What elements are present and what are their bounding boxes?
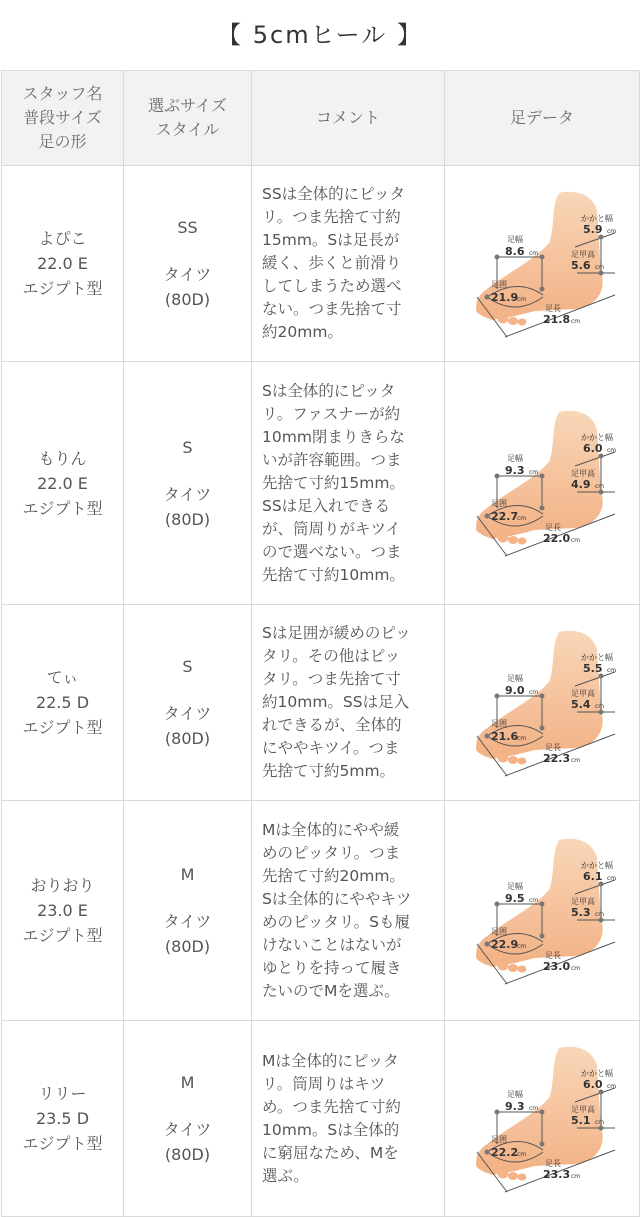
comment-line: れできるが、全体的: [262, 716, 402, 734]
staff-cell: [2, 362, 124, 605]
unit-heel-width: cm: [607, 447, 617, 454]
style-name: タイツ: [163, 265, 212, 284]
table-row: [2, 362, 640, 605]
value-width: 8.6: [505, 244, 525, 258]
usual-size: 22.0 E: [37, 254, 88, 273]
comment-line: してしまうため選べ: [262, 277, 402, 295]
header-staff-name: スタッフ名: [22, 84, 103, 103]
unit-width: cm: [529, 249, 539, 257]
comment-line: めのピッタリ。Sも履: [262, 912, 410, 931]
label-girth: 足囲: [491, 279, 507, 289]
unit-width: cm: [529, 688, 539, 696]
comment-line: Sは全体的にややキツ: [262, 889, 412, 908]
label-length: 足長: [545, 950, 561, 960]
comment-line: いが許容範囲。つま: [262, 450, 402, 469]
unit-instep-height: cm: [595, 1118, 605, 1126]
style-name: タイツ: [163, 912, 212, 931]
comment-line: 緩く、歩くと前滑り: [262, 254, 402, 272]
unit-heel-width: cm: [607, 666, 617, 674]
label-width: 足幅: [507, 881, 523, 891]
unit-instep-height: cm: [595, 263, 605, 271]
choose-cell: [124, 362, 252, 605]
label-length: 足長: [545, 742, 561, 752]
comment-line: けないことはないが: [262, 935, 402, 954]
label-instep-height: 足甲高: [571, 249, 595, 259]
comment-line: ない。つま先捨て寸: [262, 300, 402, 318]
unit-instep-height: cm: [595, 702, 605, 710]
chosen-size: SS: [177, 218, 198, 237]
foot-shape: エジプト型: [22, 279, 103, 298]
value-length: 22.0: [543, 532, 571, 545]
header-style: スタイル: [155, 120, 220, 139]
unit-length: cm: [571, 537, 581, 544]
unit-length: cm: [571, 1172, 581, 1180]
unit-length: cm: [571, 964, 581, 972]
foot-diagram: [447, 177, 637, 347]
comment-cell: [252, 166, 445, 362]
comment-line: Mは全体的にやや緩: [262, 820, 400, 839]
choose-cell: [124, 166, 252, 362]
foot-diagram: [447, 616, 637, 786]
label-length: 足長: [545, 303, 561, 313]
comment-cell: [252, 1021, 445, 1217]
comment-line: が、筒周りがキツイ: [262, 519, 401, 538]
header-foot-shape: 足の形: [38, 132, 87, 151]
value-instep-height: 5.4: [571, 697, 591, 711]
foot-diagram: [447, 1032, 637, 1202]
usual-size: 23.5 D: [35, 1109, 90, 1128]
unit-instep-height: cm: [595, 910, 605, 918]
comment-line: め。つま先捨て寸約: [262, 1097, 401, 1116]
comment-cell: [252, 801, 445, 1021]
value-heel-width: 5.5: [583, 661, 603, 675]
label-width: 足幅: [507, 673, 523, 683]
comment-line: タリ。つま先捨て寸: [262, 670, 401, 688]
comment-line: リ。つま先捨て寸約: [262, 208, 401, 226]
unit-length: cm: [571, 317, 581, 325]
label-width: 足幅: [507, 234, 523, 244]
staff-cell: [2, 166, 124, 362]
value-length: 21.8: [543, 312, 571, 326]
header-staff: [2, 71, 124, 166]
style-denier: (80D): [164, 729, 211, 748]
comment-line: タリ。その他はピッ: [262, 647, 401, 665]
value-heel-width: 5.9: [583, 222, 603, 236]
comment-line: 約20mm。: [262, 323, 343, 341]
label-instep-height: 足甲高: [571, 469, 595, 478]
foot-shape: エジプト型: [22, 1134, 103, 1153]
style-denier: (80D): [164, 1145, 211, 1164]
choose-cell: [124, 801, 252, 1021]
staff-cell: [2, 1021, 124, 1217]
value-width: 9.3: [505, 464, 525, 477]
label-length: 足長: [545, 1158, 561, 1168]
value-instep-height: 5.1: [571, 1113, 591, 1127]
staff-name: リリー: [38, 1084, 87, 1103]
comment-line: 選ぶ。: [262, 1166, 309, 1185]
comment-line: 先捨て寸約5mm。: [262, 762, 396, 780]
foot-shape: エジプト型: [22, 926, 103, 945]
unit-girth: cm: [517, 515, 527, 522]
value-girth: 21.9: [491, 290, 519, 304]
unit-instep-height: cm: [595, 483, 605, 490]
value-heel-width: 6.0: [583, 1077, 603, 1091]
value-girth: 22.2: [491, 1145, 519, 1159]
choose-cell: [124, 1021, 252, 1217]
chosen-size: S: [182, 657, 193, 676]
unit-width: cm: [529, 1104, 539, 1112]
staff-name: もりん: [38, 448, 87, 468]
unit-heel-width: cm: [607, 227, 617, 235]
unit-girth: cm: [517, 942, 527, 950]
comment-cell: [252, 362, 445, 605]
label-heel-width: かかと幅: [581, 213, 613, 223]
header-foot-data: 足データ: [445, 71, 640, 166]
label-girth: 足囲: [491, 926, 507, 936]
label-length: 足長: [545, 523, 561, 532]
comment-line: たいのでMを選ぶ。: [262, 981, 400, 1000]
comment-line: Sは全体的にピッタ: [262, 381, 396, 400]
comment-line: 先捨て寸約10mm。: [262, 565, 405, 584]
staff-cell: [2, 801, 124, 1021]
usual-size: 22.5 D: [35, 693, 90, 712]
style-name: タイツ: [163, 484, 212, 504]
label-instep-height: 足甲高: [571, 688, 595, 698]
usual-size: 23.0 E: [37, 901, 88, 920]
unit-length: cm: [571, 756, 581, 764]
value-width: 9.0: [505, 683, 525, 697]
style-denier: (80D): [164, 290, 211, 309]
value-heel-width: 6.1: [583, 869, 603, 883]
comment-line: SSは足入れできる: [262, 496, 391, 515]
table-row: [2, 1021, 640, 1217]
label-instep-height: 足甲高: [571, 1104, 595, 1114]
foot-data-cell: [445, 362, 640, 605]
table-header-row: [2, 71, 640, 166]
size-table: [1, 70, 640, 1217]
label-girth: 足囲: [491, 499, 507, 508]
comment-line: 10mm。Sは全体的: [262, 1120, 400, 1139]
comment-line: めのピッタリ。つま: [262, 843, 401, 862]
staff-name: よぴこ: [38, 229, 87, 248]
unit-width: cm: [529, 469, 539, 476]
chosen-size: M: [180, 865, 195, 884]
comment-line: 約10mm。SSは足入: [262, 693, 410, 711]
unit-heel-width: cm: [607, 1082, 617, 1090]
foot-shape: エジプト型: [22, 718, 103, 737]
unit-width: cm: [529, 896, 539, 904]
style-denier: (80D): [164, 937, 211, 956]
label-girth: 足囲: [491, 718, 507, 728]
style-name: タイツ: [163, 704, 212, 723]
comment-line: Mは全体的にピッタ: [262, 1051, 399, 1070]
comment-line: リ。筒周りはキツ: [262, 1074, 386, 1093]
comment-line: Sは足囲が緩めのピッ: [262, 624, 411, 642]
value-girth: 22.7: [491, 510, 519, 523]
table-row: [2, 166, 640, 362]
comment-line: ので選べない。つま: [262, 542, 402, 561]
unit-girth: cm: [517, 295, 527, 303]
label-heel-width: かかと幅: [581, 652, 613, 662]
unit-girth: cm: [517, 1150, 527, 1158]
value-girth: 22.9: [491, 937, 519, 951]
unit-girth: cm: [517, 734, 527, 742]
table-row: [2, 605, 640, 801]
comment-line: リ。ファスナーが約: [262, 404, 401, 423]
chosen-size: S: [182, 437, 193, 457]
foot-diagram: [447, 396, 637, 566]
comment-line: 先捨て寸約15mm。: [262, 473, 405, 492]
comment-line: 15mm。Sは足長が: [262, 231, 400, 249]
foot-shape: エジプト型: [22, 498, 103, 518]
value-instep-height: 5.6: [571, 258, 591, 272]
comment-line: に窮屈なため、Mを: [262, 1143, 399, 1162]
label-girth: 足囲: [491, 1134, 507, 1144]
value-instep-height: 4.9: [571, 478, 591, 491]
label-instep-height: 足甲高: [571, 896, 595, 906]
label-heel-width: かかと幅: [581, 860, 613, 870]
comment-line: SSは全体的にピッタ: [262, 185, 406, 203]
usual-size: 22.0 E: [37, 473, 88, 493]
comment-line: 先捨て寸約20mm。: [262, 866, 405, 885]
header-choose-size: 選ぶサイズ: [148, 96, 227, 115]
staff-cell: [2, 605, 124, 801]
header-usual-size: 普段サイズ: [23, 108, 102, 127]
label-width: 足幅: [507, 454, 523, 463]
foot-data-cell: [445, 1021, 640, 1217]
choose-cell: [124, 605, 252, 801]
label-width: 足幅: [507, 1089, 523, 1099]
foot-data-cell: [445, 605, 640, 801]
style-denier: (80D): [164, 509, 211, 529]
table-row: [2, 801, 640, 1021]
value-heel-width: 6.0: [583, 442, 603, 455]
label-heel-width: かかと幅: [581, 433, 613, 442]
foot-data-cell: [445, 801, 640, 1021]
foot-data-cell: [445, 166, 640, 362]
header-choose: [124, 71, 252, 166]
chosen-size: M: [180, 1073, 195, 1092]
label-heel-width: かかと幅: [581, 1068, 613, 1078]
value-girth: 21.6: [491, 729, 519, 743]
unit-heel-width: cm: [607, 874, 617, 882]
foot-diagram: [447, 824, 637, 994]
header-comment: コメント: [252, 71, 445, 166]
value-length: 22.3: [543, 751, 571, 765]
page-title: 【 5cmヒール 】: [217, 21, 423, 49]
comment-line: 10mm閉まりきらな: [262, 427, 405, 446]
comment-line: ゆとりを持って履き: [262, 958, 402, 977]
value-width: 9.3: [505, 1099, 525, 1113]
staff-name: てぃ: [46, 668, 79, 687]
value-length: 23.0: [543, 959, 571, 973]
comment-line: にややキツイ。つま: [262, 739, 400, 757]
value-length: 23.3: [543, 1167, 571, 1181]
value-instep-height: 5.3: [571, 905, 591, 919]
value-width: 9.5: [505, 891, 525, 905]
staff-name: おりおり: [30, 876, 95, 895]
comment-cell: [252, 605, 445, 801]
style-name: タイツ: [163, 1120, 212, 1139]
